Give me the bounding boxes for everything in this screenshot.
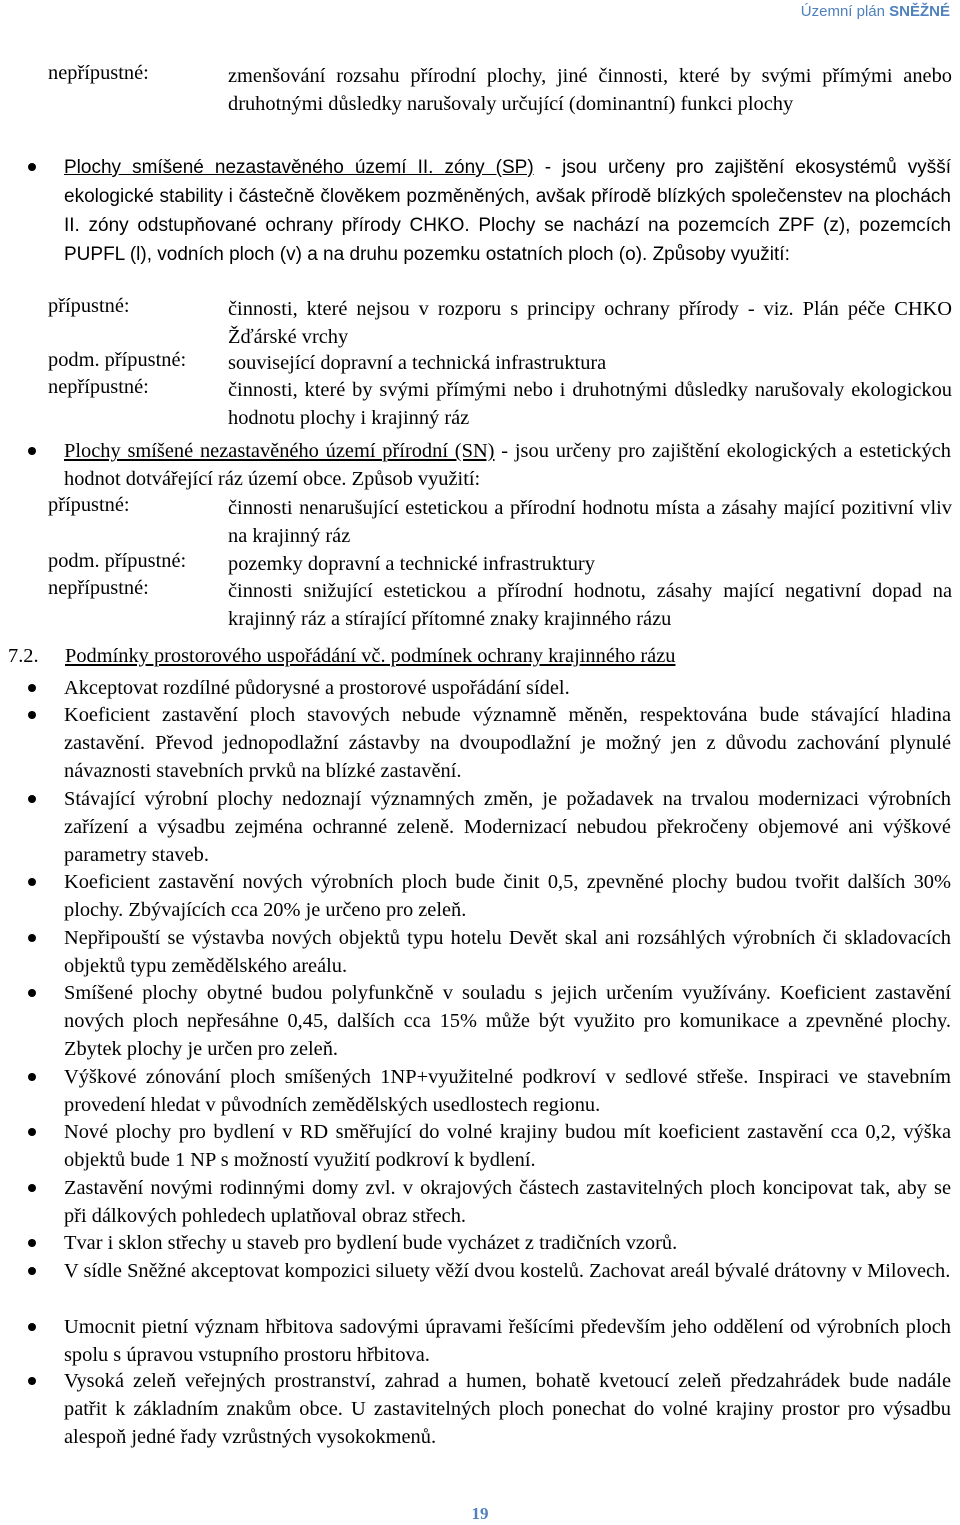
entry-label: nepřípustné: <box>48 577 149 599</box>
list-item-text: Výškové zónování ploch smíšených 1NP+využitelné podkroví v sedlové střeše. Inspiraci ve stavebním provedení hledat v původních zemědělských usedlostech regionu. <box>64 1066 951 1116</box>
bullet-dot <box>28 447 36 455</box>
sn-text: - jsou určeny pro zajištění ekologických a estetických hodnot dotvářející ráz území obce. Způsob využití: <box>64 440 951 490</box>
sp-paragraph <box>64 153 951 269</box>
sp-text: - jsou určeny pro zajištění ekosystémů vyšší ekologické stability i částečně člověkem pozměněných, avšak přírodě blízkých společenstev na plochách II. zóny odstupňované ochrany přírody CHKO. Plochy se nachází na pozemcích ZPF (z), pozemcích PUPFL (l), vodních ploch (v) a na druhu pozemku ostatních ploch (o). Způsoby využití: <box>64 157 951 265</box>
entry-text: činnosti, které by svými přímými nebo i druhotnými důsledky narušovaly ekologickou hodnotu plochy i krajinný ráz <box>228 379 952 429</box>
entry-label: přípustné: <box>48 494 130 516</box>
entry-label: nepřípustné: <box>48 376 149 398</box>
bullet-dot <box>28 795 36 803</box>
list-item-text: V sídle Sněžné akceptovat kompozici siluety věží dvou kostelů. Zachovat areál bývalé drátovny v Milovech. <box>64 1260 951 1282</box>
bullet-dot <box>28 711 36 719</box>
list-item-text: Smíšené plochy obytné budou polyfunkčně v souladu s jejich určením využívány. Koeficient zastavění nových ploch nepřesáhne 0,45, dalších cca 15% může být využito pro komunikace a zpevněné plochy. Zbytek plochy je určen pro zeleň. <box>64 982 951 1060</box>
entry-label: přípustné: <box>48 295 130 317</box>
bullet-dot <box>28 1073 36 1081</box>
section-title: Podmínky prostorového uspořádání vč. podmínek ochrany krajinného rázu <box>65 645 676 667</box>
header-prefix: Územní plán <box>800 3 890 20</box>
document-header <box>801 3 950 20</box>
bullet-dot <box>28 989 36 997</box>
list-item-text: Stávající výrobní plochy nedoznají významných změn, je požadavek na trvalou modernizaci výrobních zařízení a výsadbu zejména ochranné zeleně. Modernizací nebudou překročeny objemové ani výškové parametry staveb. <box>64 788 951 866</box>
bullet-dot <box>28 1128 36 1136</box>
section-number: 7.2. <box>8 645 39 667</box>
page-number: 19 <box>471 1504 489 1523</box>
sp-title: Plochy smíšené nezastavěného území II. zóny (SP) <box>64 157 534 178</box>
bullet-dot <box>28 1377 36 1385</box>
bullet-dot <box>28 1239 36 1247</box>
entry-text: zmenšování rozsahu přírodní plochy, jiné činnosti, které by svými přímými anebo druhotnými důsledky narušovaly určující (dominantní) funkci plochy <box>228 65 952 115</box>
entry-label: nepřípustné: <box>48 62 149 84</box>
bullet-dot <box>28 878 36 886</box>
bullet-dot <box>28 163 36 171</box>
list-item-text: Umocnit pietní význam hřbitova sadovými úpravami řešícími především jeho oddělení od výrobních ploch spolu s úpravou vstupního prostoru hřbitova. <box>64 1316 951 1366</box>
list-item-text: Tvar i sklon střechy u staveb pro bydlení bude vycházet z tradičních vzorů. <box>64 1232 678 1254</box>
entry-label: podm. přípustné: <box>48 550 187 572</box>
list-item-text: Vysoká zeleň veřejných prostranství, zahrad a humen, bohatě kvetoucí zeleň předzahrádek bude nadále patřit k základním znakům obce. U zastavitelných ploch ponechat do volné krajiny prostor pro výsadbu alespoň jedné řady vzrůstných vysokokmenů. <box>64 1370 951 1448</box>
sn-title: Plochy smíšené nezastavěného území přírodní (SN) <box>64 440 495 462</box>
bullet-dot <box>28 1267 36 1275</box>
entry-text: činnosti, které nejsou v rozporu s principy ochrany přírody - viz. Plán péče CHKO Žďárské vrchy <box>228 298 952 348</box>
list-item-text: Nepřipouští se výstavba nových objektů typu hotelu Devět skal ani rozsáhlých výrobních či skladovacích objektů typu zemědělského areálu. <box>64 927 951 977</box>
entry-label: podm. přípustné: <box>48 349 187 371</box>
sn-paragraph <box>64 437 951 493</box>
list-item-text: Zastavění novými rodinnými domy zvl. v okrajových částech zastavitelných ploch koncipovat tak, aby se při dálkových pohledech uplatňoval obraz střech. <box>64 1177 951 1227</box>
entry-text: činnosti nenarušující estetickou a přírodní hodnotu místa a zásahy mající pozitivní vliv na krajinný ráz <box>228 497 952 547</box>
list-item-text: Koeficient zastavění ploch stavových nebude významně měněn, respektována bude stávající hladina zastavění. Převod jednopodlažní zástavby na dvoupodlažní je možný jen z důvodu zachování plynulé návaznosti stavebních prvků na blízké zastavění. <box>64 704 951 782</box>
bullet-dot <box>28 684 36 692</box>
bullet-dot <box>28 1184 36 1192</box>
list-item-text: Koeficient zastavění nových výrobních ploch bude činit 0,5, zpevněné plochy budou tvořit dalších 30% plochy. Zbývajících cca 20% je určeno pro zeleň. <box>64 871 951 921</box>
bullet-dot <box>28 934 36 942</box>
list-item-text: Nové plochy pro bydlení v RD směřující do volné krajiny budou mít koeficient zastavění cca 0,2, výška objektů bude 1 NP s možností využití podkroví k bydlení. <box>64 1121 951 1171</box>
entry-text: činnosti snižující estetickou a přírodní hodnotu, zásahy mající negativní dopad na krajinný ráz a stírající přítomné znaky krajinného rázu <box>228 580 952 630</box>
list-item-text: Akceptovat rozdílné půdorysné a prostorové uspořádání sídel. <box>64 677 570 699</box>
header-town: SNĚŽNÉ <box>889 3 950 20</box>
entry-text: související dopravní a technická infrastruktura <box>228 352 607 374</box>
entry-text: pozemky dopravní a technické infrastruktury <box>228 553 595 575</box>
bullet-dot <box>28 1323 36 1331</box>
